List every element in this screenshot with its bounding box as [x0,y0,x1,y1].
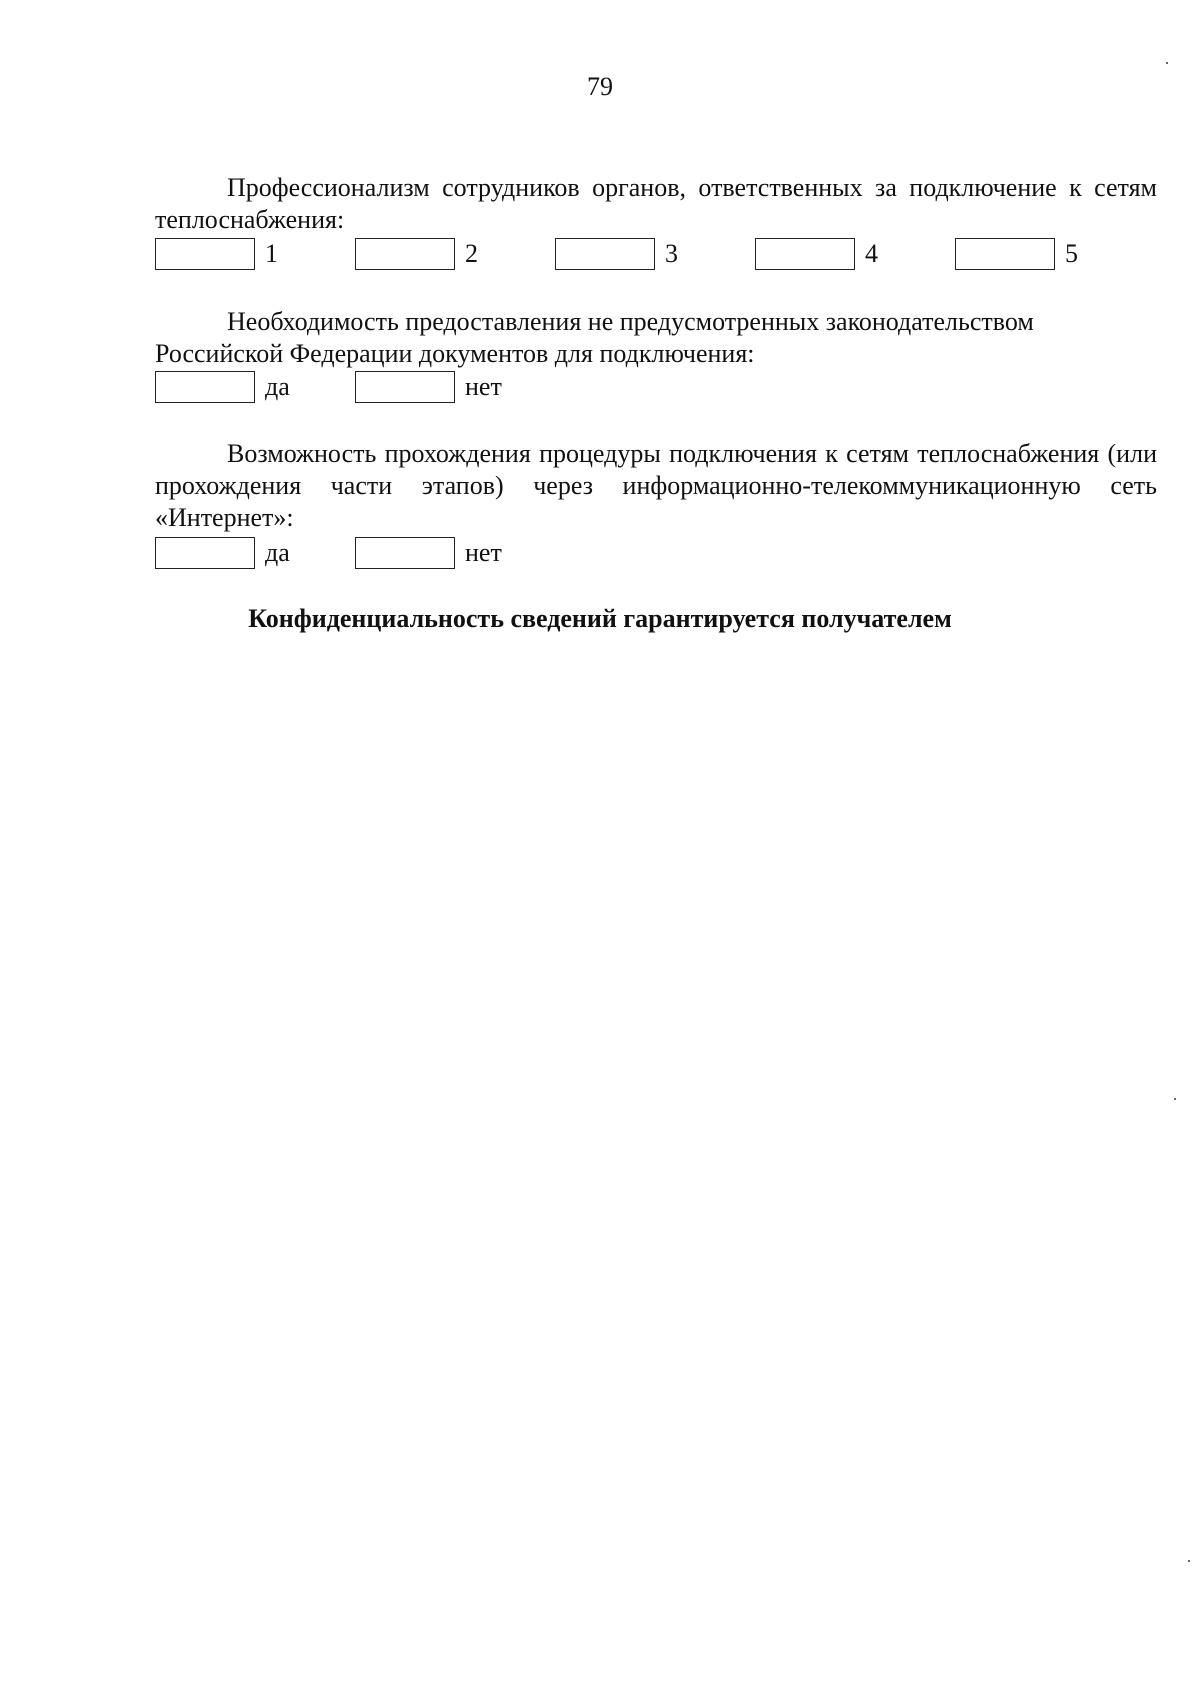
checkbox[interactable] [955,238,1055,270]
question-1-options [155,236,1078,272]
option-label: да [265,538,290,567]
option-label: 5 [1065,239,1078,268]
page-number: 79 [587,72,613,101]
scan-speck [1174,1098,1176,1100]
checkbox[interactable] [155,371,255,403]
checkbox[interactable] [355,238,455,270]
option-label: 3 [665,239,678,268]
option-no[interactable] [355,369,502,405]
question-3-options [155,535,555,571]
option-label: нет [465,538,502,567]
question-3-text: Возможность прохождения процедуры подключения к сетям теплоснабжения (или прохождения части этапов) через информационно-телекоммуникационную сеть «Интернет»: [155,439,1157,532]
checkbox[interactable] [355,371,455,403]
option-yes[interactable] [155,535,290,571]
scan-speck [1188,1560,1190,1562]
rating-option-4[interactable] [755,236,878,272]
option-label: 1 [265,239,278,268]
option-label: нет [465,372,502,401]
rating-option-3[interactable] [555,236,678,272]
rating-option-2[interactable] [355,236,478,272]
checkbox[interactable] [155,238,255,270]
confidentiality-note: Конфиденциальность сведений гарантируется получателем [248,604,952,633]
option-no[interactable] [355,535,502,571]
checkbox[interactable] [555,238,655,270]
question-2-options [155,369,555,405]
option-label: да [265,372,290,401]
option-label: 2 [465,239,478,268]
rating-option-1[interactable] [155,236,278,272]
option-yes[interactable] [155,369,290,405]
question-2-text: Необходимость предоставления не предусмотренных законодательством Российской Федерации документов для подключения: [155,307,1034,368]
scan-speck [1166,62,1168,64]
checkbox[interactable] [755,238,855,270]
checkbox[interactable] [355,537,455,569]
question-1-text: Профессионализм сотрудников органов, ответственных за подключение к сетям теплоснабжения: [155,173,1157,234]
checkbox[interactable] [155,537,255,569]
option-label: 4 [865,239,878,268]
rating-option-5[interactable] [955,236,1078,272]
